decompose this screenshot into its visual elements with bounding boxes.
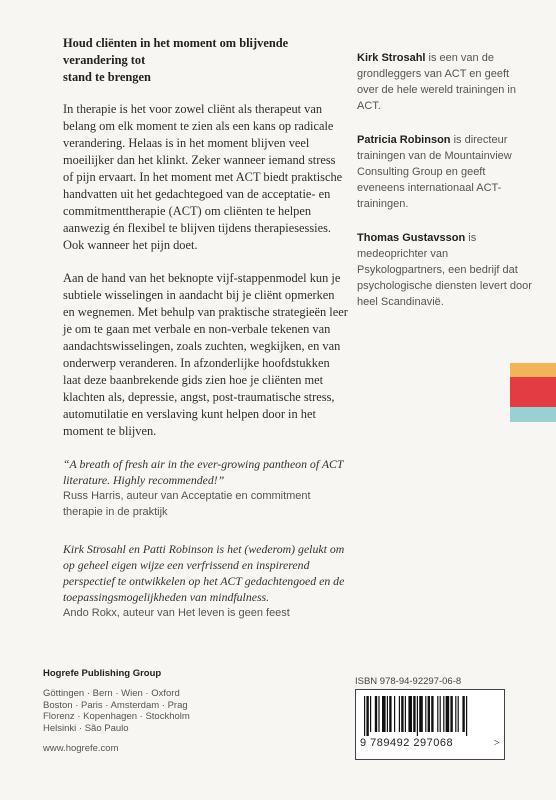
barcode-bar <box>450 696 452 732</box>
barcode-bars <box>364 696 498 736</box>
barcode-bar <box>394 696 395 732</box>
endorsement-quote-2 <box>63 541 348 621</box>
barcode-bar <box>466 696 467 736</box>
author-bio-patricia-robinson: Patricia Robinson is directeur trainingen van de Mountainview Consulting Group en geeft eveneens internationaal ACT-trainingen. <box>357 134 512 210</box>
author-bios <box>357 50 532 328</box>
description-paragraph-2: Aan de hand van het beknopte vijf-stappenmodel kun je subtiele wisselingen in aandacht bij je cliënt opmerken en wegnemen. Met behulp van praktische strategieën leer je om te gaan met verbale en non-verbale tekenen van aandachtswisselingen, zoals zuchten, wegkijken, en van onderwerp veranderen. In afzonderlijke hoofdstukken laat deze baanbrekende gids zien hoe je cliënten met klachten als, depressie, angst, post-traumatische stress, automutilatie en verslaving kunt helpen door in het moment te blijven. <box>63 271 348 438</box>
barcode <box>355 689 505 760</box>
publisher-url[interactable]: www.hogrefe.com <box>43 743 119 754</box>
barcode-bar <box>419 696 423 732</box>
barcode-bar <box>370 696 371 732</box>
quote-attribution: Russ Harris, auteur van Acceptatie en commitment therapie in de praktijk <box>63 490 311 518</box>
barcode-bar <box>382 696 386 732</box>
barcode-bar <box>401 696 403 732</box>
endorsement-quote-1 <box>63 456 348 520</box>
quote-text: Kirk Strosahl en Patti Robinson is het (wederom) gelukt om op geheel eigen wijze een verfrissend en inspirerend perspectief te ontwikkelen op het ACT gedachtengoed en de toepassingsmogelijkheden van mindfulness. <box>63 542 345 604</box>
color-band-teal <box>510 407 556 422</box>
back-cover-blurb <box>63 35 348 642</box>
barcode-bar <box>405 696 406 732</box>
barcode-bar <box>366 696 368 736</box>
publisher-name: Hogrefe Publishing Group <box>43 668 162 679</box>
barcode-bar <box>399 696 400 732</box>
description-paragraph-1: In therapie is het voor zowel cliënt als therapeut van belang om elk moment te zien als een kans op radicale verandering. Helaas is in het moment blijven veel moeilijker dan het klinkt. Zeker wanneer iemand stress of pijn ervaart. In het moment met ACT biedt praktische handvatten uit het gedachtegoed van de acceptatie- en commitmenttherapie (ACT) om cliënten te helpen aanwezig én flexibel te blijven tijdens therapiesessies. Ook wanneer het pijn doet. <box>63 102 343 252</box>
publisher-block <box>43 668 193 734</box>
color-band-orange <box>510 363 556 377</box>
quote-text: “A breath of fresh air in the ever-growing pantheon of ACT literature. Highly recommended!” <box>63 457 344 487</box>
barcode-bar <box>375 696 377 732</box>
barcode-bar <box>446 696 450 732</box>
barcode-bar <box>462 696 464 732</box>
publisher-cities: Göttingen · Bern · Wien · Oxford <box>43 688 180 699</box>
barcode-bar <box>428 696 430 732</box>
publisher-cities: Boston · Paris · Amsterdam · Prag <box>43 699 188 711</box>
barcode-arrow: > <box>493 737 500 749</box>
barcode-bar <box>425 696 426 732</box>
author-name: Kirk Strosahl <box>357 52 426 64</box>
color-band-red <box>510 377 556 407</box>
barcode-bar <box>364 696 365 736</box>
barcode-bar <box>413 696 415 732</box>
author-bio-kirk-strosahl: Kirk Strosahl is een van de grondleggers van ACT en geeft over de hele wereld trainingen in ACT. <box>357 52 516 112</box>
isbn-label: ISBN 978-94-92297-06-8 <box>355 676 462 687</box>
barcode-bar <box>440 696 441 732</box>
barcode-bar <box>443 696 444 732</box>
barcode-bar <box>455 696 456 732</box>
quote-attribution: Ando Rokx, auteur van Het leven is geen feest <box>63 607 290 619</box>
barcode-bar <box>431 696 433 732</box>
author-name: Thomas Gustavsson <box>357 232 466 244</box>
barcode-bar <box>458 696 459 732</box>
publisher-cities: Florenz · Kopenhagen · Stockholm <box>43 711 190 722</box>
publisher-cities: Helsinki · São Paulo <box>43 722 129 734</box>
barcode-bar <box>408 696 412 732</box>
barcode-bar <box>387 696 388 732</box>
barcode-bar <box>378 696 379 732</box>
barcode-number: 9 789492 297068 <box>360 737 454 749</box>
author-bio-thomas-gustavsson: Thomas Gustavsson is medeoprichter van Psykologpartners, een bedrijf dat psychologische diensten levert door heel Scandinavië. <box>357 232 532 308</box>
barcode-bar <box>437 696 438 732</box>
barcode-bar <box>389 696 391 732</box>
barcode-bar <box>417 696 418 736</box>
headline: Houd cliënten in het moment om blijvende verandering tot stand te brengen <box>63 36 289 84</box>
author-name: Patricia Robinson <box>357 134 451 146</box>
